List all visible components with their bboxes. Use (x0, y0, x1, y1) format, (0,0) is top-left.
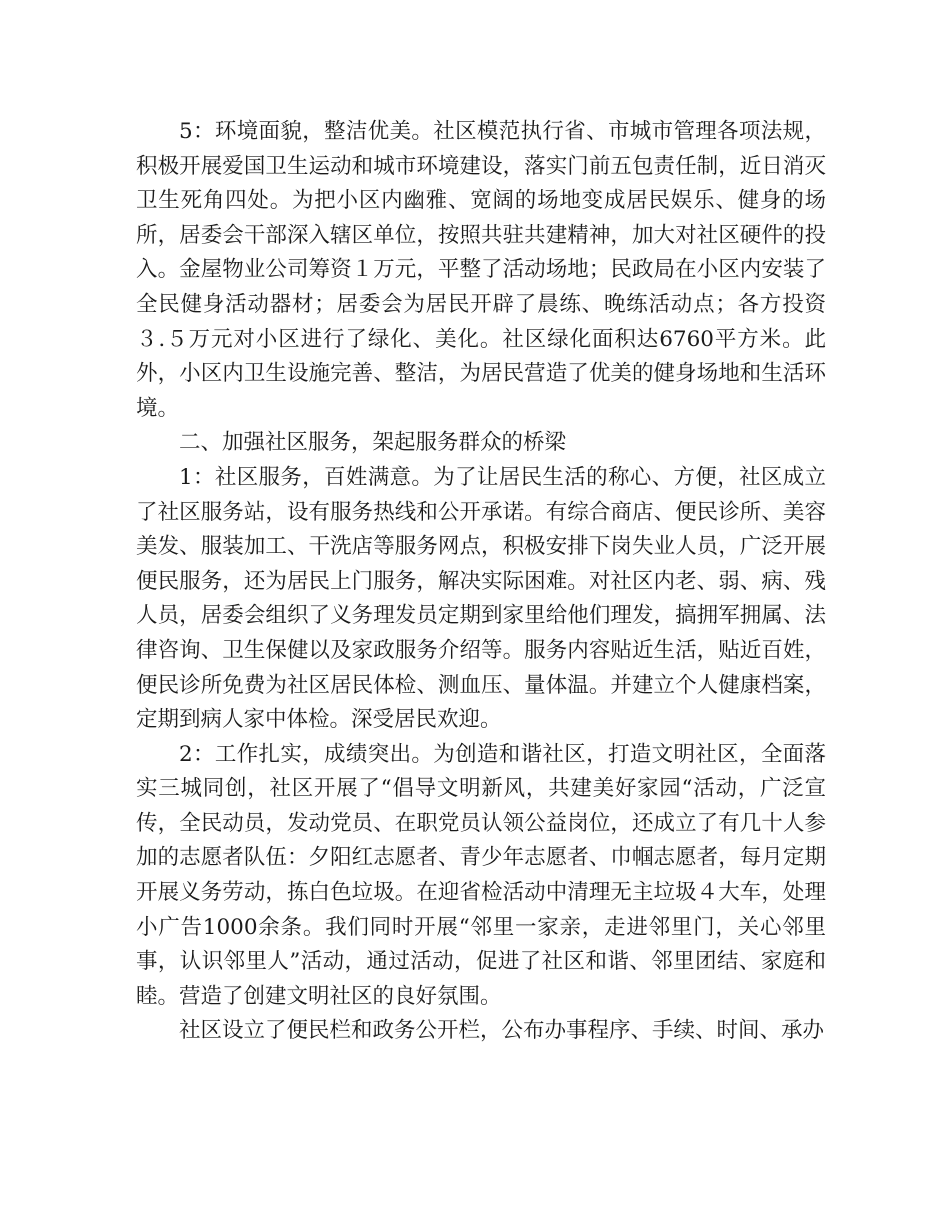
paragraph-work-results: 2：工作扎实，成绩突出。为创造和谐社区，打造文明社区，全面落实三城同创，社区开展了“倡导文明新风，共建美好家园“活动，广泛宣传，全民动员，发动党员、在职党员认领公益岗位，还成立了有几十人参加的志愿者队伍：夕阳红志愿者、青少年志愿者、巾帼志愿者，每月定期开展义务劳动，拣白色垃圾。在迎省检活动中清理无主垃圾４大车，处理小广告1000余条。我们同时开展“邻里一家亲，走进邻里门，关心邻里事，认识邻里人”活动，通过活动，促进了社区和谐、邻里团结、家庭和睦。营造了创建文明社区的良好氛围。 (136, 741, 826, 1009)
paragraph-bulletin-board: 社区设立了便民栏和政务公开栏，公布办事程序、手续、时间、承办 (179, 1018, 825, 1044)
paragraph-community-service: 1：社区服务，百姓满意。为了让居民生活的称心、方便，社区成立了社区服务站，设有服务热线和公开承诺。有综合商店、便民诊所、美容美发、服装加工、干洗店等服务网点，积极安排下岗失业人员，广泛开展便民服务，还为居民上门服务，解决实际困难。对社区内老、弱、病、残人员，居委会组织了义务理发员定期到家里给他们理发，搞拥军拥属、法律咨询、卫生保健以及家政服务介绍等。服务内容贴近生活，贴近百姓，便民诊所免费为社区居民体检、测血压、量体温。并建立个人健康档案，定期到病人家中体检。深受居民欢迎。 (136, 464, 826, 733)
document-page (136, 115, 826, 1049)
section-heading-community-service: 二、加强社区服务，架起服务群众的桥梁 (179, 430, 567, 456)
paragraph-environment: 5：环境面貌，整洁优美。社区模范执行省、市城市管理各项法规，积极开展爱国卫生运动和城市环境建设，落实门前五包责任制，近日消灭卫生死角四处。为把小区内幽雅、宽阔的场地变成居民娱乐、健身的场所，居委会干部深入辖区单位，按照共驻共建精神，加大对社区硬件的投入。金屋物业公司筹资１万元，平整了活动场地；民政局在小区内安装了全民健身活动器材；居委会为居民开辟了晨练、晚练活动点；各方投资３.５万元对小区进行了绿化、美化。社区绿化面积达6760平方米。此外，小区内卫生设施完善、整洁，为居民营造了优美的健身场地和生活环境。 (136, 119, 826, 421)
